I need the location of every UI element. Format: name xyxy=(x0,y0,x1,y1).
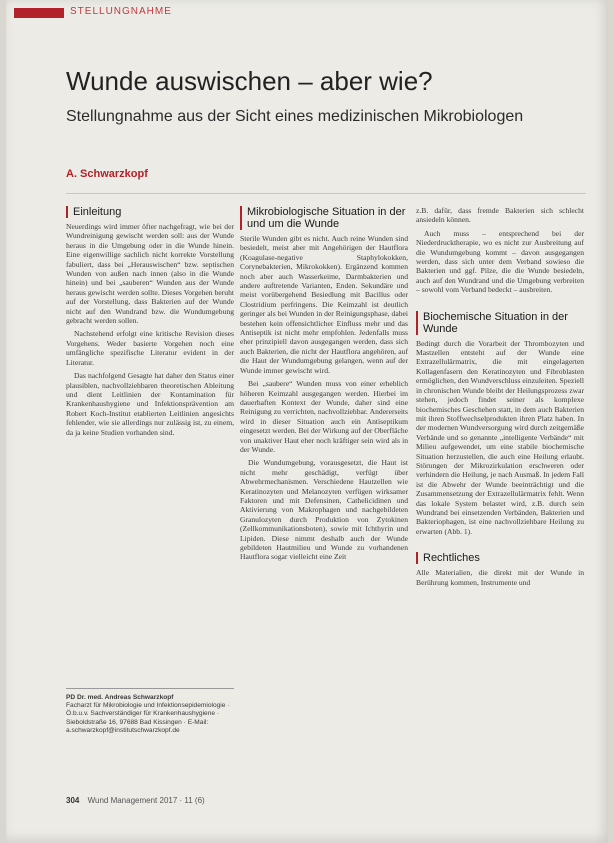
page-footer xyxy=(66,796,205,805)
heading-rechtliches: Rechtliches xyxy=(416,552,584,564)
paragraph: Bedingt durch die Vorarbeit der Thrombozyten und Mastzellen entsteht auf der Wunde eine Extrazellulärmatrix, die mit eingelagerten Kollagenfasern den Keratinozyten und Fibroblasten ermöglichen, den Wundverschluss einzuleiten. Speziell in chronischen Wunde bleibt der Heilungsprozess zwar stehen, jedoch findet seiner als komplexe biochemisches Geschehen statt, in dem auch Bakterien mit ihren Stoffwechselprodukten ihren Platz haben. In der modernen Wundversorgung wird durch zeitgemäße Verbände und so genannte „intelligente Verbände“ mit Milieu aufgewendet, um eine stabile biochemische Situation herzustellen, die auch eine Heilung erlaubt. Störungen der Mikrozirkulation erschweren oder verhindern die Heilung, je nach Ausmaß. In jedem Fall ist die Abwehr der Wunde beeinträchtigt und die Zusammensetzung der Extrazellulärmatrix fehlt. Wenn das lokale System belastet wird, z.B. durch sein Wundrand bei einsetzenden Verbänden, Bakterien und Bakteriophagen, ist eine nachvollziehbare Heilung zu erwarten (Abb. 1). xyxy=(416,338,584,536)
column-2 xyxy=(240,206,408,834)
article-author: A. Schwarzkopf xyxy=(66,168,148,180)
paragraph: Das nachfolgend Gesagte hat daher den Status einer plausiblen, nachvollziehbaren theoretischen Ableitung und dient Leitlinien der Kontamination für Krankenhaushygiene und Infektionsprävention am Robert Koch-Institut etablierten Leitlinien angesichts fehlender, wie sie allerdings nur zulässig ist, zu einem, da ja keine Studien vorhanden sind. xyxy=(66,371,234,437)
journal-reference: Wund Management 2017 · 11 (6) xyxy=(87,796,205,805)
column-3 xyxy=(416,206,584,834)
heading-mikrobiologie: Mikrobiologische Situation in der und um die Wunde xyxy=(240,206,408,230)
author-bio-name: PD Dr. med. Andreas Schwarzkopf xyxy=(66,694,174,701)
heading-biochemie: Biochemische Situation in der Wunde xyxy=(416,311,584,335)
heading-einleitung: Einleitung xyxy=(66,206,234,218)
paragraph: Bei „saubere“ Wunden muss von einer erheblich höheren Keimzahl ausgegangen werden. Hierbei im dauerhaften Kontext der Wunde, daher sind eine Reinigung zu verrichten, nachvollziehbar. Andererseits wird in dieser Situation auch ein Antiseptikum eingesetzt werden. Bei der Wirkung auf der Oberfläche von unaktiver Haut eher noch kräftiger sein wird als in der Wunde. xyxy=(240,379,408,454)
paragraph: Sterile Wunden gibt es nicht. Auch reine Wunden sind besiedelt, meist aber mit Angehörigen der Hautflora (Koagulase-negative Staphylokokken, Corynebakterien, Mikrokokken). Ergänzend kommen noch aber auch Wasserkeime, Darmbakterien und andere auftretende Varianten, Enden. Sekundäre und meist vorübergehend Besiedlung mit Bacillus oder Clostridium perfringens. Die Keimzahl ist deutlich geringer als bei Wunden in der Reinigungsphase, dabei bestehen kein offensichtlicher Einfluss mehr und das Antiseptik ist nicht mehr empfohlen. Jedenfalls muss eher prinzipiell davon ausgegangen werden, dass sich auch Bakterien, die nicht der Hautflora angehören, auf die Haut der Wundumgebung gelangen, wenn auf der Wunde immer gewischt wird. xyxy=(240,234,408,375)
paragraph: z.B. dafür, dass fremde Bakterien sich schlecht ansiedeln können. xyxy=(416,206,584,225)
document-page xyxy=(6,0,608,843)
page-number: 304 xyxy=(66,796,80,805)
section-color-bar xyxy=(14,8,64,18)
author-bio xyxy=(66,688,234,735)
column-1 xyxy=(66,206,234,676)
paragraph: Nachstehend erfolgt eine kritische Revision dieses Vorgehens. Weder basierte Vorgehen noch eine umfängliche spezifische Literatur evident in der Literatur. xyxy=(66,329,234,367)
paragraph: Die Wundumgebung, vorausgesetzt, die Haut ist nicht mehr geschädigt, verfügt über Abwehrmechanismen. Verschiedene Hautzellen wie Keratinozyten und Melanozyten verfügen wirksamer Faktoren und mit Defensinen, Cathelicidinen und Aktivierung von Makrophagen und nachgebildeten Granulozyten durch Produktion von Zytokinen (Zellkommunikationsboten), sowie mit Ichthyrin und Lipiden. Diese nimmt deshalb auch der Wunde gebildeten Hautmilieu und Wunde zu vorhandenen Hautflora sogar vielleicht eine Zeit xyxy=(240,458,408,562)
article-title: Wunde auswischen – aber wie? xyxy=(66,66,433,96)
section-label: STELLUNGNAHME xyxy=(70,6,172,17)
paragraph: Alle Materialien, die direkt mit der Wunde in Berührung kommen, Instrumente und xyxy=(416,568,584,587)
author-bio-details: Facharzt für Mikrobiologie und Infektionsepidemiologie · Ö.b.u.v. Sachverständiger für Krankenhaushygiene · Sieboldstraße 16, 97688 Bad Kissingen · E-Mail: a.schwarzkopf@institutschwarzkopf.de xyxy=(66,702,230,734)
article-subtitle: Stellungnahme aus der Sicht eines medizinischen Mikrobiologen xyxy=(66,108,524,125)
divider xyxy=(66,193,586,194)
paragraph: Neuerdings wird immer öfter nachgefragt, wie bei der Wundreinigung gewischt werden soll: aus der Wunde heraus in die Umgebung oder in die Wunde hinein. Eine eigenwillige sachlich nicht korrekte Vorstellung fabuliert, dass bei „Herauswischen“ bzw. septischen Wunden von außen nach innen (also in die Wunde hinein) und bei „sauberen“ Wunden aus der Wunde heraus gewischt werden sollte. Dieses Vorgehen beruht auf der Vorstellung, dass Bakterien auf der Wunde nicht auf den Wundrand bzw. die Wundumgebung gebracht werden sollen. xyxy=(66,222,234,326)
paragraph: Auch muss – entsprechend bei der Niederdrucktherapie, wo es nicht zur Ausbreitung auf die Wundumgebung kommt – davon ausgegangen werden, dass sich unter dem Verband sowieso die Bakterien und ggf. Pilze, die die Wunde besiedeln, auch auf den Wundrand und die Umgebung verbreiten – sowohl vom Verband bedeckt – ausbreiten. xyxy=(416,228,584,295)
